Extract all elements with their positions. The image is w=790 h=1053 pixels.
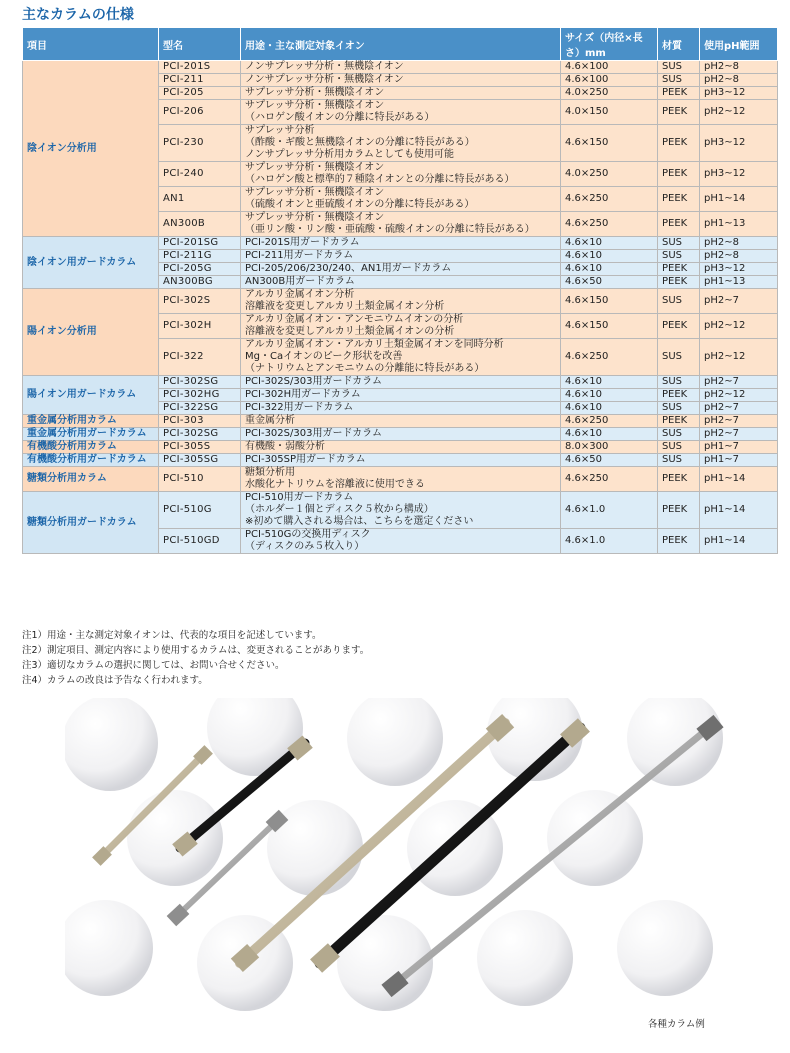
- use-line: 有機酸・弱酸分析: [245, 441, 325, 452]
- row-material: SUS: [658, 339, 700, 376]
- row-material: PEEK: [658, 87, 700, 100]
- row-use: [241, 467, 561, 492]
- row-size: 8.0×300: [561, 441, 658, 454]
- row-size: 4.6×100: [561, 74, 658, 87]
- row-model: AN1: [159, 187, 241, 212]
- row-ph: pH2~7: [700, 376, 778, 389]
- table-row: [23, 237, 778, 250]
- row-size: 4.0×250: [561, 162, 658, 187]
- row-model: PCI-302H: [159, 314, 241, 339]
- note-4: 注4）カラムの改良は予告なく行われます。: [22, 675, 208, 686]
- row-use: [241, 441, 561, 454]
- row-size: 4.6×50: [561, 454, 658, 467]
- row-ph: pH1~13: [700, 212, 778, 237]
- row-model: PCI-230: [159, 125, 241, 162]
- note-2: 注2）測定項目、測定内容により使用するカラムは、変更されることがあります。: [22, 645, 370, 656]
- row-size: 4.6×250: [561, 467, 658, 492]
- table-row: [23, 415, 778, 428]
- use-line: ※初めて購入される場合は、こちらを選定ください: [245, 516, 474, 527]
- row-model: AN300B: [159, 212, 241, 237]
- row-use: [241, 100, 561, 125]
- row-model: PCI-205G: [159, 263, 241, 276]
- row-ph: pH2~7: [700, 402, 778, 415]
- row-model: PCI-510GD: [159, 529, 241, 554]
- use-line: PCI-302H用ガードカラム: [245, 389, 361, 400]
- spec-table-body: [23, 61, 778, 554]
- row-size: 4.6×250: [561, 415, 658, 428]
- use-line: （ディスクのみ５枚入り）: [245, 541, 365, 552]
- use-line: 溶離液を変更しアルカリ土類金属イオンの分析: [245, 326, 455, 337]
- photo-caption: 各種カラム例: [648, 1019, 705, 1030]
- row-material: PEEK: [658, 187, 700, 212]
- row-material: PEEK: [658, 276, 700, 289]
- row-ph: pH3~12: [700, 263, 778, 276]
- row-material: PEEK: [658, 492, 700, 529]
- row-use: [241, 314, 561, 339]
- use-line: （亜リン酸・リン酸・亜硫酸・硫酸イオンの分離に特長がある）: [245, 224, 535, 235]
- row-model: PCI-211: [159, 74, 241, 87]
- row-size: 4.6×10: [561, 250, 658, 263]
- table-header-row: [23, 28, 778, 61]
- row-use: [241, 125, 561, 162]
- row-material: SUS: [658, 237, 700, 250]
- header-material: 材質: [658, 28, 700, 61]
- use-line: Mg・Caイオンのピーク形状を改善: [245, 351, 403, 362]
- use-line: PCI-302S/303用ガードカラム: [245, 376, 383, 387]
- row-ph: pH2~12: [700, 100, 778, 125]
- row-category: 陰イオン用ガードカラム: [23, 237, 159, 289]
- row-size: 4.6×100: [561, 61, 658, 74]
- row-size: 4.0×250: [561, 87, 658, 100]
- row-material: SUS: [658, 74, 700, 87]
- row-use: [241, 389, 561, 402]
- use-line: （ホルダー１個とディスク５枚から構成）: [245, 504, 434, 515]
- use-line: （硫酸イオンと亜硫酸イオンの分離に特長がある）: [245, 199, 475, 210]
- table-row: [23, 376, 778, 389]
- row-size: 4.0×150: [561, 100, 658, 125]
- row-use: [241, 276, 561, 289]
- row-material: PEEK: [658, 415, 700, 428]
- spec-table: [22, 27, 778, 554]
- row-ph: pH2~8: [700, 74, 778, 87]
- row-model: PCI-205: [159, 87, 241, 100]
- use-line: ノンサプレッサ分析・無機陰イオン: [245, 61, 404, 72]
- use-line: （酢酸・ギ酸と無機陰イオンの分離に特長がある）: [245, 137, 475, 148]
- row-ph: pH2~7: [700, 289, 778, 314]
- column-photo: [65, 698, 725, 1028]
- row-model: PCI-303: [159, 415, 241, 428]
- row-ph: pH3~12: [700, 87, 778, 100]
- row-size: 4.6×150: [561, 314, 658, 339]
- row-ph: pH3~12: [700, 125, 778, 162]
- row-material: PEEK: [658, 389, 700, 402]
- row-size: 4.6×1.0: [561, 529, 658, 554]
- row-ph: pH2~7: [700, 415, 778, 428]
- use-line: サプレッサ分析: [245, 125, 315, 136]
- use-line: サプレッサ分析・無機陰イオン: [245, 100, 385, 111]
- row-material: PEEK: [658, 100, 700, 125]
- use-line: PCI-510Gの交換用ディスク: [245, 529, 371, 540]
- row-ph: pH2~8: [700, 61, 778, 74]
- notes: [22, 628, 369, 688]
- row-category: 糖類分析用ガードカラム: [23, 492, 159, 554]
- use-line: 溶離液を変更しアルカリ土類金属イオン分析: [245, 301, 445, 312]
- row-material: PEEK: [658, 263, 700, 276]
- row-model: PCI-305SG: [159, 454, 241, 467]
- table-row: [23, 441, 778, 454]
- row-ph: pH1~14: [700, 529, 778, 554]
- table-row: [23, 467, 778, 492]
- note-1: 注1）用途・主な測定対象イオンは、代表的な項目を記述しています。: [22, 630, 322, 641]
- row-category: 重金属分析用カラム: [23, 415, 159, 428]
- row-model: PCI-240: [159, 162, 241, 187]
- row-ph: pH1~13: [700, 276, 778, 289]
- use-line: アルカリ金属イオン・アンモニウムイオンの分析: [245, 314, 464, 325]
- row-use: [241, 212, 561, 237]
- row-material: PEEK: [658, 467, 700, 492]
- row-use: [241, 376, 561, 389]
- use-line: PCI-322用ガードカラム: [245, 402, 354, 413]
- row-model: PCI-510G: [159, 492, 241, 529]
- row-size: 4.6×10: [561, 263, 658, 276]
- row-size: 4.6×250: [561, 212, 658, 237]
- row-size: 4.6×10: [561, 389, 658, 402]
- row-size: 4.6×1.0: [561, 492, 658, 529]
- row-material: SUS: [658, 428, 700, 441]
- note-3: 注3）適切なカラムの選択に関しては、お問い合せください。: [22, 660, 285, 671]
- row-ph: pH2~12: [700, 389, 778, 402]
- header-category: 項目: [23, 28, 159, 61]
- row-size: 4.6×150: [561, 125, 658, 162]
- row-size: 4.6×10: [561, 428, 658, 441]
- row-category: 糖類分析用カラム: [23, 467, 159, 492]
- row-use: [241, 237, 561, 250]
- row-material: PEEK: [658, 212, 700, 237]
- row-ph: pH1~14: [700, 467, 778, 492]
- row-use: [241, 289, 561, 314]
- row-category: 有機酸分析用ガードカラム: [23, 454, 159, 467]
- row-ph: pH2~12: [700, 314, 778, 339]
- use-line: 糖類分析用: [245, 467, 295, 478]
- use-line: PCI-510用ガードカラム: [245, 492, 354, 503]
- row-category: 陰イオン分析用: [23, 61, 159, 237]
- row-model: PCI-302SG: [159, 376, 241, 389]
- row-use: [241, 74, 561, 87]
- row-material: SUS: [658, 402, 700, 415]
- row-model: PCI-211G: [159, 250, 241, 263]
- page-title: 主なカラムの仕様: [22, 7, 134, 23]
- header-use: 用途・主な測定対象イオン: [241, 28, 561, 61]
- row-category: 重金属分析用ガードカラム: [23, 428, 159, 441]
- use-line: サプレッサ分析・無機陰イオン: [245, 187, 385, 198]
- table-row: [23, 289, 778, 314]
- row-category: 陽イオン分析用: [23, 289, 159, 376]
- use-line: （ナトリウムとアンモニウムの分離能に特長がある）: [245, 363, 485, 374]
- use-line: PCI-211用ガードカラム: [245, 250, 354, 261]
- row-ph: pH2~12: [700, 339, 778, 376]
- row-ph: pH2~8: [700, 237, 778, 250]
- header-ph: 使用pH範囲: [700, 28, 778, 61]
- row-use: [241, 339, 561, 376]
- row-model: PCI-302S: [159, 289, 241, 314]
- background-spheres: [65, 698, 723, 1011]
- row-ph: pH1~14: [700, 187, 778, 212]
- table-row: [23, 428, 778, 441]
- row-ph: pH3~12: [700, 162, 778, 187]
- row-ph: pH2~7: [700, 428, 778, 441]
- row-model: PCI-322SG: [159, 402, 241, 415]
- row-model: PCI-302HG: [159, 389, 241, 402]
- row-model: AN300BG: [159, 276, 241, 289]
- header-size: サイズ（内径×長さ）mm: [561, 28, 658, 61]
- row-model: PCI-305S: [159, 441, 241, 454]
- use-line: 重金属分析: [245, 415, 295, 426]
- row-material: SUS: [658, 454, 700, 467]
- use-line: PCI-201S用ガードカラム: [245, 237, 360, 248]
- row-size: 4.6×10: [561, 402, 658, 415]
- use-line: ノンサプレッサ分析用カラムとしても使用可能: [245, 149, 454, 160]
- row-use: [241, 428, 561, 441]
- row-size: 4.6×10: [561, 376, 658, 389]
- row-model: PCI-201S: [159, 61, 241, 74]
- use-line: （ハロゲン酸と標準的７種陰イオンとの分離に特長がある）: [245, 174, 515, 185]
- use-line: サプレッサ分析・無機陰イオン: [245, 162, 385, 173]
- row-model: PCI-206: [159, 100, 241, 125]
- use-line: アルカリ金属イオン分析: [245, 289, 355, 300]
- row-use: [241, 250, 561, 263]
- row-material: PEEK: [658, 529, 700, 554]
- row-size: 4.6×50: [561, 276, 658, 289]
- use-line: PCI-205/206/230/240、AN1用ガードカラム: [245, 263, 452, 274]
- row-size: 4.6×250: [561, 339, 658, 376]
- use-line: ノンサプレッサ分析・無機陰イオン: [245, 74, 404, 85]
- row-model: PCI-322: [159, 339, 241, 376]
- row-category: 有機酸分析用カラム: [23, 441, 159, 454]
- row-size: 4.6×10: [561, 237, 658, 250]
- row-ph: pH1~7: [700, 441, 778, 454]
- row-material: SUS: [658, 289, 700, 314]
- row-use: [241, 87, 561, 100]
- row-material: SUS: [658, 376, 700, 389]
- row-use: [241, 402, 561, 415]
- row-material: SUS: [658, 61, 700, 74]
- row-use: [241, 263, 561, 276]
- row-use: [241, 492, 561, 529]
- row-material: SUS: [658, 441, 700, 454]
- use-line: PCI-305SP用ガードカラム: [245, 454, 366, 465]
- row-use: [241, 61, 561, 74]
- row-material: PEEK: [658, 314, 700, 339]
- use-line: サプレッサ分析・無機陰イオン: [245, 212, 385, 223]
- table-row: [23, 492, 778, 529]
- table-row: [23, 454, 778, 467]
- row-category: 陽イオン用ガードカラム: [23, 376, 159, 415]
- row-model: PCI-201SG: [159, 237, 241, 250]
- use-line: AN300B用ガードカラム: [245, 276, 355, 287]
- row-material: PEEK: [658, 162, 700, 187]
- row-use: [241, 529, 561, 554]
- use-line: 水酸化ナトリウムを溶離液に使用できる: [245, 479, 425, 490]
- header-model: 型名: [159, 28, 241, 61]
- row-size: 4.6×250: [561, 187, 658, 212]
- row-use: [241, 187, 561, 212]
- row-material: PEEK: [658, 125, 700, 162]
- row-model: PCI-510: [159, 467, 241, 492]
- row-ph: pH1~7: [700, 454, 778, 467]
- row-use: [241, 415, 561, 428]
- table-row: [23, 61, 778, 74]
- use-line: PCI-302S/303用ガードカラム: [245, 428, 383, 439]
- row-ph: pH1~14: [700, 492, 778, 529]
- row-use: [241, 454, 561, 467]
- use-line: アルカリ金属イオン・アルカリ土類金属イオンを同時分析: [245, 339, 504, 350]
- row-size: 4.6×150: [561, 289, 658, 314]
- row-model: PCI-302SG: [159, 428, 241, 441]
- row-ph: pH2~8: [700, 250, 778, 263]
- use-line: （ハロゲン酸イオンの分離に特長がある）: [245, 112, 435, 123]
- use-line: サプレッサ分析・無機陰イオン: [245, 87, 385, 98]
- row-use: [241, 162, 561, 187]
- row-material: SUS: [658, 250, 700, 263]
